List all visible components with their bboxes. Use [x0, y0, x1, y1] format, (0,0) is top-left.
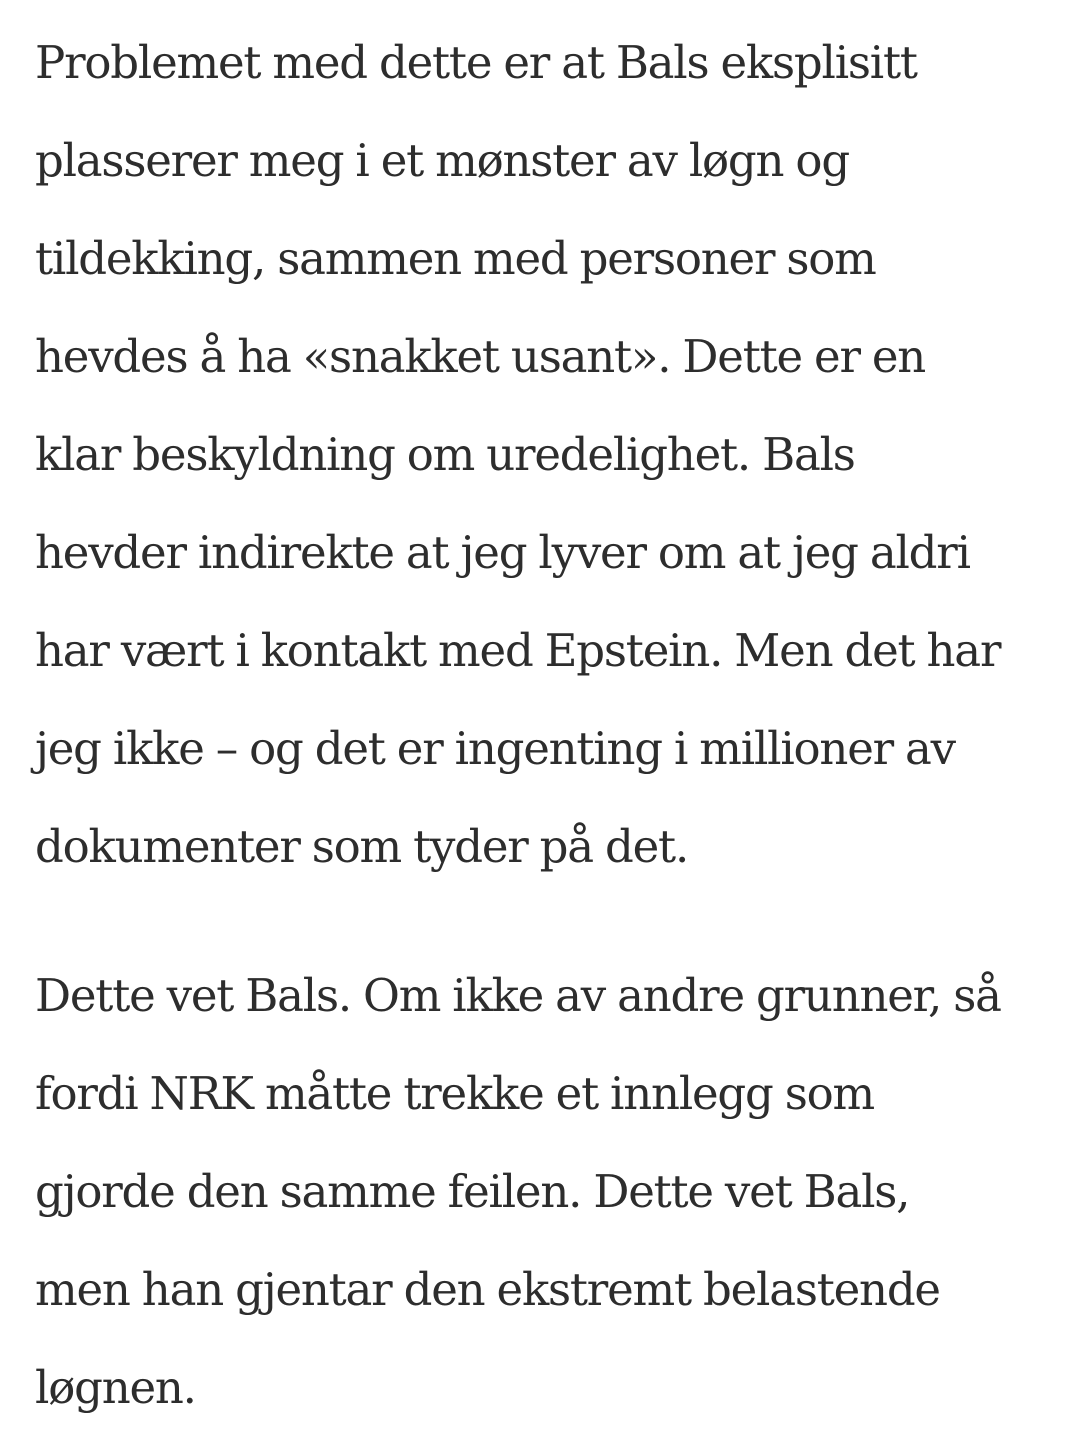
text-line: tildekking, sammen med personer som	[35, 232, 876, 285]
text-line: klar beskyldning om uredelighet. Bals	[35, 428, 855, 481]
text-line: men han gjentar den ekstremt belastende	[35, 1263, 940, 1316]
paragraph-1	[35, 14, 1055, 896]
text-line: dokumenter som tyder på det.	[35, 820, 689, 873]
text-line: Dette vet Bals. Om ikke av andre grunner, så	[35, 969, 1001, 1022]
text-line: gjorde den samme feilen. Dette vet Bals,	[35, 1165, 910, 1218]
text-line: plasserer meg i et mønster av løgn og	[35, 134, 849, 187]
text-line: har vært i kontakt med Epstein. Men det har	[35, 624, 1001, 677]
text-line: hevder indirekte at jeg lyver om at jeg aldri	[35, 526, 970, 579]
article-body	[35, 14, 1055, 1437]
text-line: Problemet med dette er at Bals eksplisitt	[35, 36, 917, 89]
paragraph-2	[35, 947, 1055, 1437]
text-line: jeg ikke – og det er ingenting i millioner av	[35, 722, 955, 775]
text-line: hevdes å ha «snakket usant». Dette er en	[35, 330, 926, 383]
text-line: fordi NRK måtte trekke et innlegg som	[35, 1067, 875, 1120]
text-line: løgnen.	[35, 1361, 196, 1414]
